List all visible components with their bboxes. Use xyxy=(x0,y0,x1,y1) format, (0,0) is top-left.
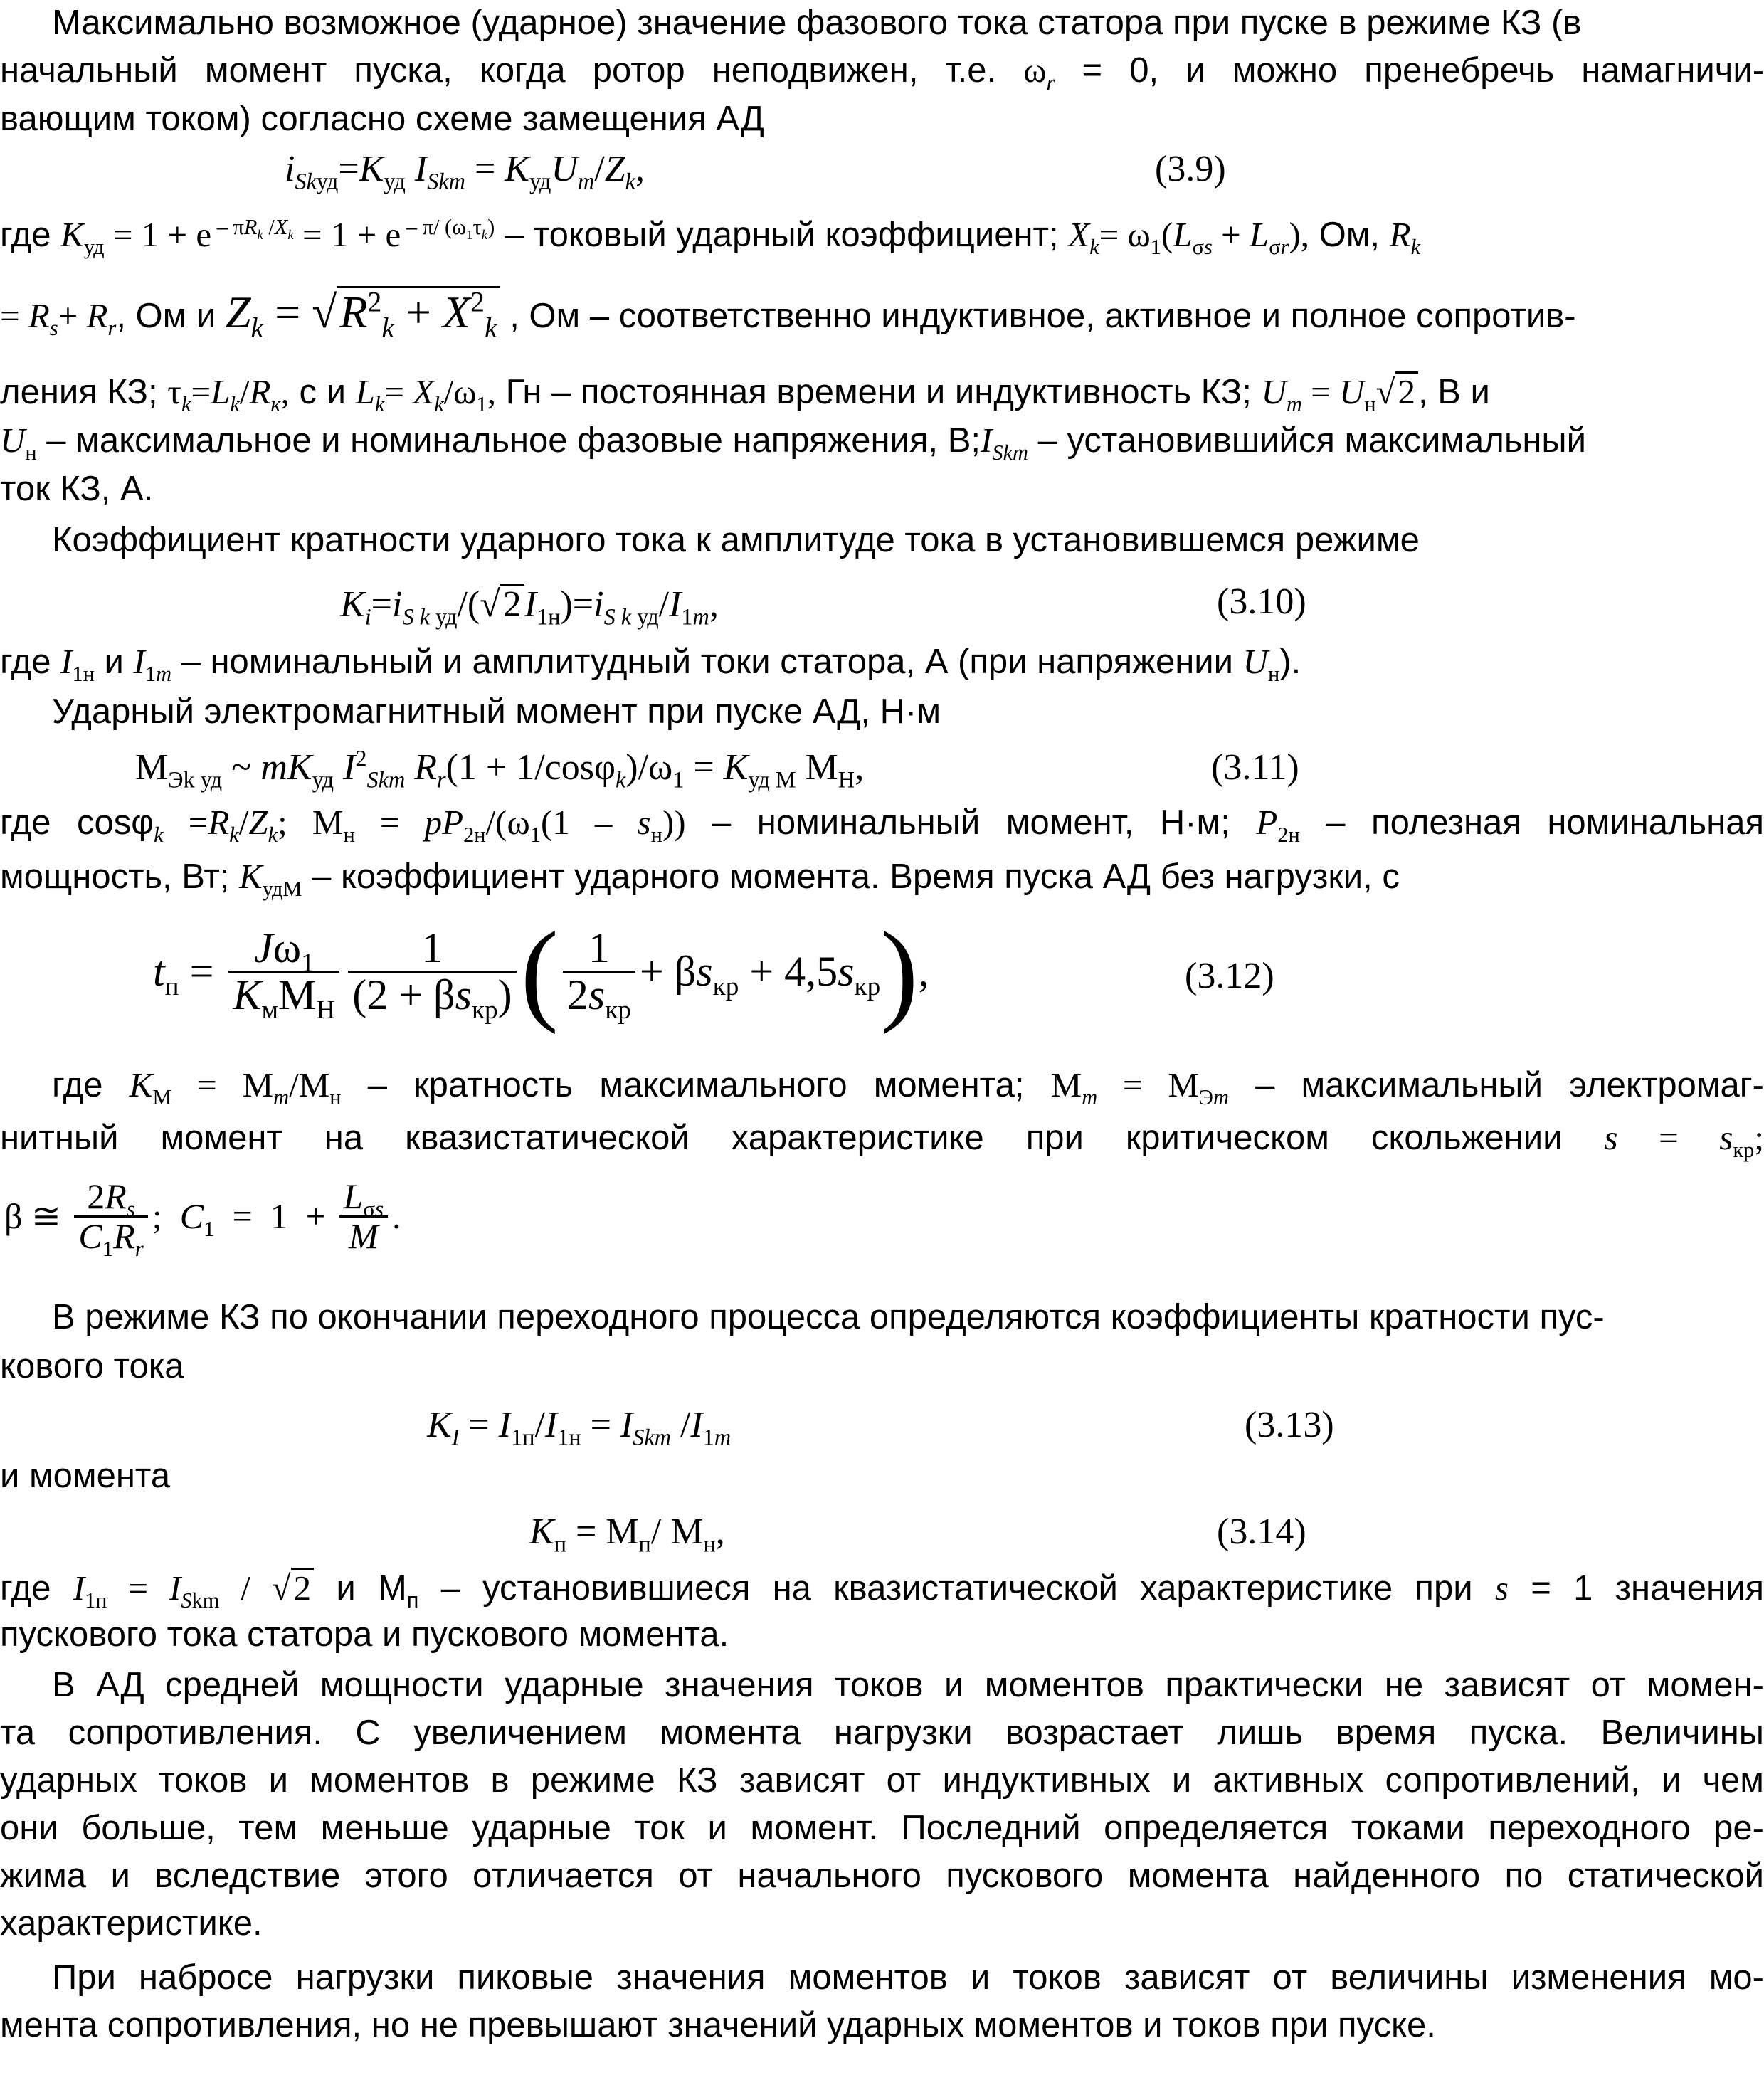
text-line: они больше, тем меньше ударные ток и момент. Последний определяется токами переходного ре- xyxy=(0,1809,1764,1847)
text-line: где $K_{уд} = 1 + e$ $^{- \pi R_k /X_k}$ = 1 + e $^{- \pi/ (\omega_1\tau_k)}$ – токовый ударный коэффициент; $X_k= \omega_1(L_{\sigma s} + L_{\sigma r})$, Ом, $R_k$ xyxy=(0,214,1421,259)
text-line: где $\cos\varphi_k =R_k/Z_k$; $М_н = pP_{2н}/(\omega_1(1 - s_н))$ – номинальный момент, Н·м; $P_{2н}$ – полезная номинальная xyxy=(0,803,1764,847)
text-line: мента сопротивления, но не превышают значений ударных моментов и токов при пуске. xyxy=(0,2006,1436,2044)
text-line: где $I_{1п} = I_{Skm} / √2$ и $М_п$ – установившиеся на квазистатической характеристике при s = 1 значения xyxy=(0,1568,1764,1612)
equation-3-11: $М_{Эk уд}$ ~ $mK_{уд}$ $I^2_{Skm}$ $R_r(1 + 1/\cos\varphi_k)/\omega_1 = K_{уд М}$ $М_Н$, xyxy=(135,745,865,793)
text-line: характеристике. xyxy=(0,1904,263,1943)
text-line: $U_н$ – максимальное и номинальное фазовые напряжения, $В;I_{Skm}$ – установившийся максимальный xyxy=(0,421,1587,465)
equation-number: (3.12) xyxy=(1185,956,1274,996)
text-line: В режиме КЗ по окончании переходного процесса определяются коэффициенты кратности пус- xyxy=(52,1298,1605,1336)
text-line: ударных токов и моментов в режиме КЗ зависят от индуктивных и активных сопротивлений, и чем xyxy=(0,1761,1764,1800)
equation-number: (3.13) xyxy=(1245,1405,1334,1445)
equation-number: (3.9) xyxy=(1155,149,1226,189)
text-line: Коэффициент кратности ударного тока к амплитуде тока в установившемся режиме xyxy=(52,521,1420,559)
equation-3-12: $t_п$ = $\frac{J\omega_1}{K_мМ_Н}$ $\frac{1}{(2 + \beta s_{кр})}$ ( $\frac{1}{2s_{кр}}$ + $\beta s_{кр} + 4,5s_{кр}$), xyxy=(153,908,929,1035)
equation-3-9: $i_{Skуд}=K_{уд}$ $I_{Skm} = K_{уд}U_m/Z_k$, xyxy=(285,149,645,194)
equation-3-10: $K_i=i_{S k уд}/(√2I_{1н})=i_{S k уд}/I_{1m}$, xyxy=(340,584,719,630)
text-line: вающим током) согласно схеме замещения АД xyxy=(0,100,764,138)
text-line: где $K_М = М_m/М_н$ – кратность максимального момента; $М_m = М_{Эm}$ – максимальный электромаг- xyxy=(52,1065,1764,1109)
text-line: жима и вследствие этого отличается от начального пускового момента найденного по статической xyxy=(0,1857,1764,1895)
text-line: где $I_{1н}$ и $I_{1m}$ – номинальный и амплитудный токи статора, А (при напряжении $U_н$). xyxy=(0,642,1301,686)
text-line: При набросе нагрузки пиковые значения моментов и токов зависят от величины изменения мо- xyxy=(52,1958,1764,1997)
text-line: нитный момент на квазистатической характеристике при критическом скольжении $s = s_{кр}$; xyxy=(0,1118,1764,1162)
equation-number: (3.10) xyxy=(1217,581,1306,622)
text-line: начальный момент пуска, когда ротор неподвижен, т.е. $\omega_r = 0$, и можно пренебречь намагничи- xyxy=(0,51,1764,95)
equation-number: (3.11) xyxy=(1211,747,1299,788)
text-line: Максимально возможное (ударное) значение фазового тока статора при пуске в режиме КЗ (в xyxy=(52,4,1582,42)
text-line: та сопротивления. С увеличением момента нагрузки возрастает лишь время пуска. Величины xyxy=(0,1714,1764,1752)
text-line: мощность, Вт; $K_{удМ}$ – коэффициент ударного момента. Время пуска АД без нагрузки, с xyxy=(0,857,1400,901)
text-line: Ударный электромагнитный момент при пуске АД, Н·м xyxy=(52,692,941,731)
equation-3-13: $K_I = I_{1п}/I_{1н} = I_{Skm}$ $/I_{1m}$ xyxy=(427,1405,732,1450)
text-line: пускового тока статора и пускового момента. xyxy=(0,1615,729,1654)
equation-3-14: $K_п = М_п/$ $М_н$, xyxy=(529,1511,725,1557)
equation-number: (3.14) xyxy=(1217,1511,1306,1552)
text-line: В АД средней мощности ударные значения токов и моментов практически не зависят от момен- xyxy=(52,1666,1764,1704)
text-line: кового тока xyxy=(0,1347,184,1385)
text-line: = $R_s+ R_r$, Ом и $Z_k = √R^2_k + X^2_k$ , Ом – соответственно индуктивное, активное и полное сопротив- xyxy=(0,286,1576,344)
text-line: ления КЗ; $\tau_k=L_k/R_к$, с и $L_k= X_k/\omega_1$, Гн – постоянная времени и индуктивность КЗ; $U_m = U_н√2$, В и xyxy=(0,372,1490,416)
text-line: ток КЗ, А. xyxy=(0,470,154,508)
equation-beta: β ≅ $\frac{2R_s}{C_1R_r}$ ; $C_1 = 1$ + $\frac{L_{\sigma s}}{M}$ . xyxy=(4,1176,401,1261)
text-line: и момента xyxy=(0,1457,171,1495)
